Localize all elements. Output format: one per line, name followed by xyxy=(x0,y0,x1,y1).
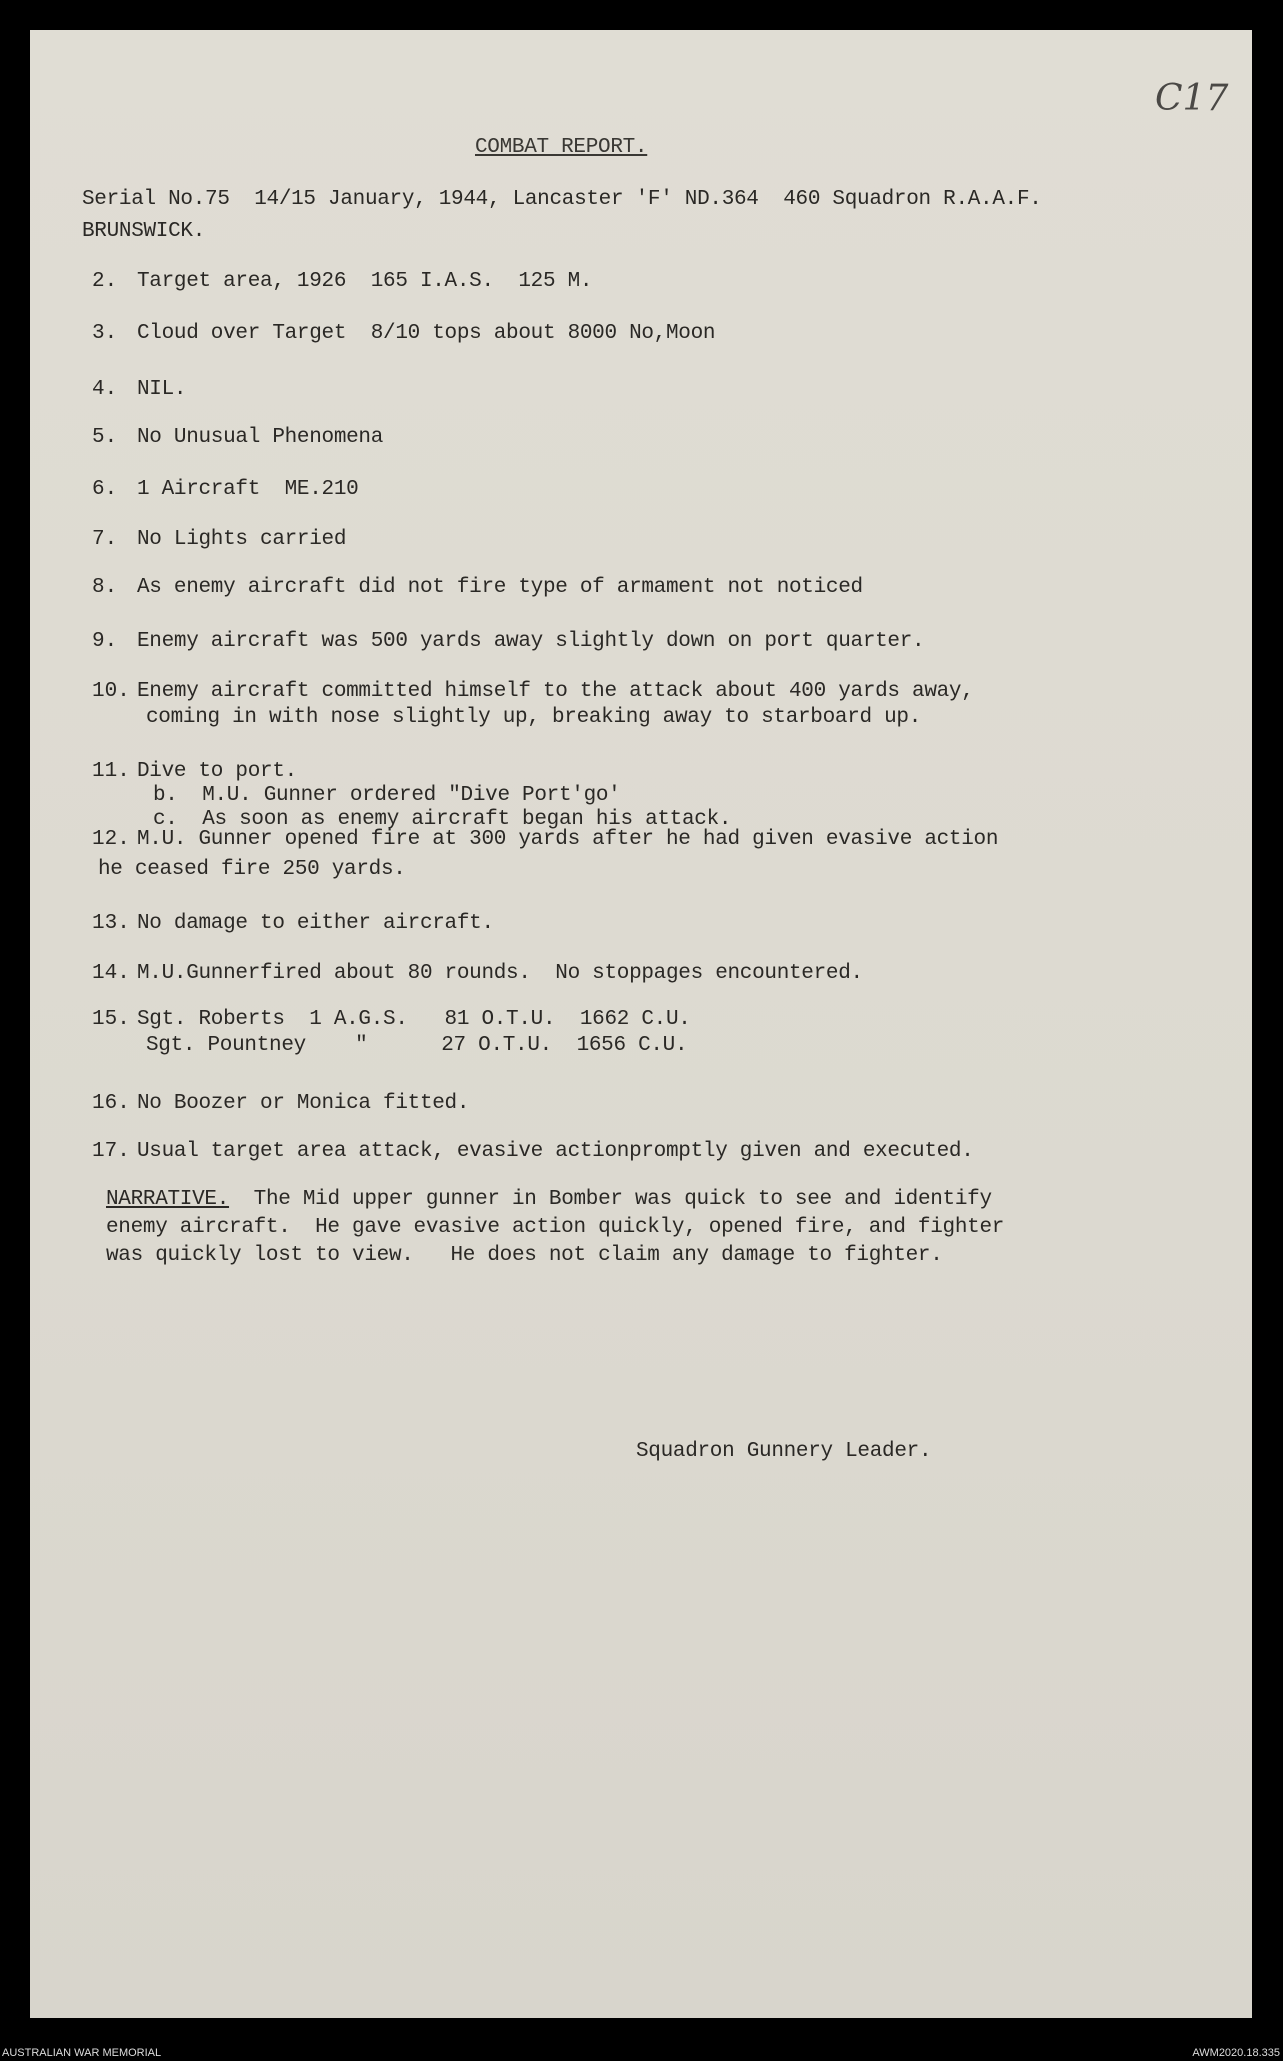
item-number: 17. xyxy=(92,1140,130,1163)
item-number: 10. xyxy=(92,680,130,703)
item-number: 7. xyxy=(92,528,118,551)
item-number: 4. xyxy=(92,378,118,401)
item-text: No Unusual Phenomena xyxy=(137,426,384,449)
item-continuation: Sgt. Pountney " 27 O.T.U. 1656 C.U. xyxy=(146,1034,688,1057)
item-text: Cloud over Target 8/10 tops about 8000 No,Moon xyxy=(137,322,716,345)
item-number: 15. xyxy=(92,1008,130,1031)
item-text: Enemy aircraft was 500 yards away slightly down on port quarter. xyxy=(137,630,925,653)
item-text: Target area, 1926 165 I.A.S. 125 M. xyxy=(137,270,593,293)
report-title: COMBAT REPORT. xyxy=(475,136,648,159)
item-number: 16. xyxy=(92,1092,130,1115)
item-subpoint-c: c. As soon as enemy aircraft began his attack. xyxy=(153,808,732,831)
item-text: Usual target area attack, evasive actionpromptly given and executed. xyxy=(137,1140,974,1163)
item-subpoint-b: b. M.U. Gunner ordered "Dive Port'go' xyxy=(153,784,621,807)
item-number: 2. xyxy=(92,270,118,293)
narrative-line-1 xyxy=(106,1188,992,1211)
item-number: 8. xyxy=(92,576,118,599)
footer-source: AUSTRALIAN WAR MEMORIAL xyxy=(2,2047,162,2059)
item-continuation: coming in with nose slightly up, breaking away to starboard up. xyxy=(146,706,922,729)
narrative-label: NARRATIVE. xyxy=(106,1188,230,1211)
narrative-line-3: was quickly lost to view. He does not claim any damage to fighter. xyxy=(106,1244,943,1267)
item-number: 11. xyxy=(92,760,130,783)
narrative-line-2: enemy aircraft. He gave evasive action quickly, opened fire, and fighter xyxy=(106,1216,1005,1239)
item-number: 9. xyxy=(92,630,118,653)
item-text: M.U.Gunnerfired about 80 rounds. No stoppages encountered. xyxy=(137,962,863,985)
item-text: 1 Aircraft ME.210 xyxy=(137,478,359,501)
item-text: M.U. Gunner opened fire at 300 yards after he had given evasive action xyxy=(137,828,999,851)
signature-title: Squadron Gunnery Leader. xyxy=(636,1440,932,1463)
header-target: BRUNSWICK. xyxy=(82,220,206,243)
item-number: 6. xyxy=(92,478,118,501)
footer-id: AWM2020.18.335 xyxy=(1192,2047,1280,2059)
header-line: Serial No.75 14/15 January, 1944, Lancaster 'F' ND.364 460 Squadron R.A.A.F. xyxy=(82,188,1042,211)
item-text: No damage to either aircraft. xyxy=(137,912,494,935)
item-text: Enemy aircraft committed himself to the attack about 400 yards away, xyxy=(137,680,974,703)
narrative-text: The Mid upper gunner in Bomber was quick to see and identify xyxy=(253,1188,992,1211)
item-number: 12. xyxy=(92,828,130,851)
item-number: 3. xyxy=(92,322,118,345)
item-number: 5. xyxy=(92,426,118,449)
item-text: NIL. xyxy=(137,378,187,401)
item-text: As enemy aircraft did not fire type of armament not noticed xyxy=(137,576,863,599)
item-text: No Lights carried xyxy=(137,528,347,551)
item-number: 14. xyxy=(92,962,130,985)
item-continuation: he ceased fire 250 yards. xyxy=(98,858,406,881)
item-text: Dive to port. xyxy=(137,760,297,783)
item-text: No Boozer or Monica fitted. xyxy=(137,1092,470,1115)
item-text: Sgt. Roberts 1 A.G.S. 81 O.T.U. 1662 C.U. xyxy=(137,1008,691,1031)
handwritten-annotation: C17 xyxy=(1155,78,1229,119)
item-number: 13. xyxy=(92,912,130,935)
